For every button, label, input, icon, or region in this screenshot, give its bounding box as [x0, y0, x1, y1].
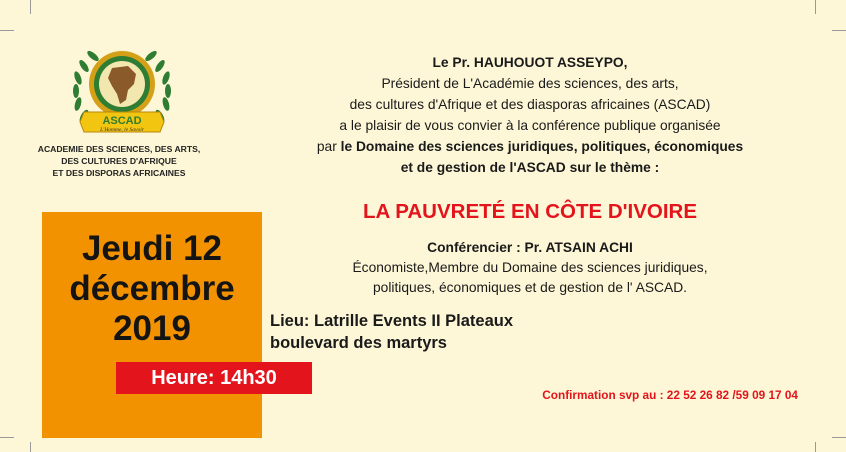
venue — [270, 310, 513, 354]
logo-motto: L'Homme, le Savoir — [100, 127, 144, 133]
venue-line: Lieu: Latrille Events II Plateaux — [270, 312, 513, 330]
invitation-line: et de gestion de l'ASCAD sur le thème : — [400, 160, 660, 175]
event-date — [42, 229, 262, 349]
invitation-prefix: par — [316, 139, 341, 154]
ascad-logo — [62, 38, 182, 146]
organization-line: ACADEMIE DES SCIENCES, DES ARTS, — [37, 144, 201, 154]
crop-mark — [0, 30, 14, 31]
organizing-domain: le Domaine des sciences juridiques, politiques, économiques — [340, 139, 744, 154]
invitation-line: des cultures d'Afrique et des diasporas africaines (ASCAD) — [349, 97, 711, 112]
organization-name — [28, 143, 210, 179]
venue-line: boulevard des martyrs — [270, 334, 447, 352]
laurel-emblem-icon — [62, 38, 182, 146]
invitation-line — [256, 136, 804, 157]
invitation-text — [256, 52, 804, 178]
crop-mark — [0, 437, 14, 438]
speaker-block — [270, 238, 790, 298]
organization-line: DES CULTURES D'AFRIQUE — [61, 156, 177, 166]
organization-line: ET DES DISPORAS AFRICAINES — [52, 168, 186, 178]
event-hour: Heure: 14h30 — [116, 362, 312, 394]
crop-mark — [832, 30, 846, 31]
host-name: Le Pr. HAUHOUOT ASSEYPO, — [432, 55, 628, 70]
crop-mark — [832, 437, 846, 438]
date-line: décembre — [69, 269, 235, 308]
conference-title: LA PAUVRETÉ EN CÔTE D'IVOIRE — [362, 200, 698, 223]
confirmation-contact: Confirmation svp au : 22 52 26 82 /59 09 17 04 — [542, 388, 798, 402]
logo-banner-text: ASCAD — [102, 115, 142, 127]
invitation-line: Président de L'Académie des sciences, des arts, — [381, 76, 679, 91]
invitation-line: a le plaisir de vous convier à la conférence publique organisée — [339, 118, 721, 133]
crop-mark — [30, 0, 31, 14]
date-line: 2019 — [113, 309, 191, 348]
speaker-description: Économiste,Membre du Domaine des sciences juridiques, — [352, 260, 708, 275]
crop-mark — [815, 0, 816, 14]
speaker-description: politiques, économiques et de gestion de l' ASCAD. — [372, 280, 688, 295]
date-line: Jeudi 12 — [81, 229, 223, 268]
crop-mark — [815, 442, 816, 452]
speaker-heading: Conférencier : Pr. ATSAIN ACHI — [427, 240, 633, 255]
crop-mark — [30, 442, 31, 452]
